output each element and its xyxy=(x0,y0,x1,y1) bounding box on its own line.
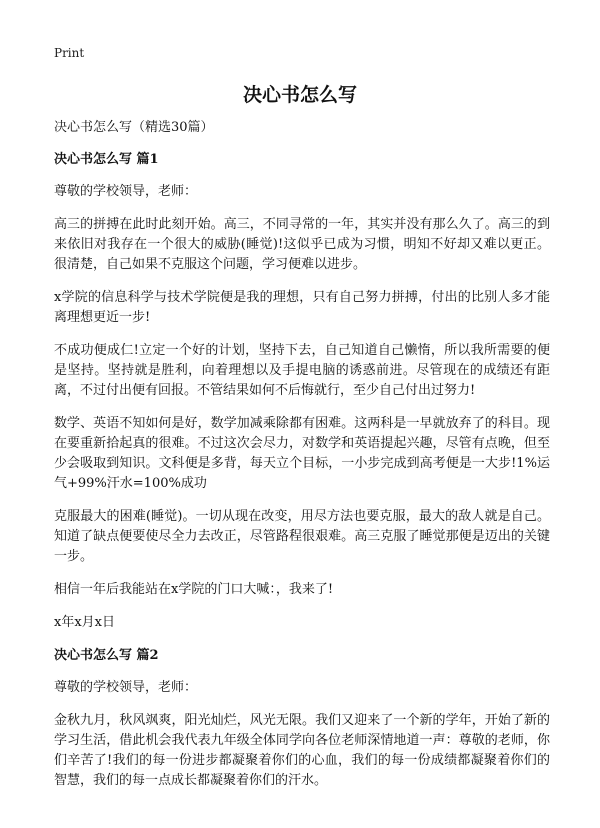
document-subtitle: 决心书怎么写（精选30篇） xyxy=(54,120,214,135)
paragraph: 金秋九月，秋风飒爽，阳光灿烂，风光无限。我们又迎来了一个新的学年，开始了新的学习生活，借此机会我代表九年级全体同学向各位老师深情地道一声：尊敬的老师，你们辛苦了!我们的每一份进步都凝聚着你们的心血，我们的每一份成绩都凝聚着你们的智慧，我们的每一点成长都凝聚着你们的汗水。 xyxy=(54,713,550,788)
print-link[interactable]: Print xyxy=(54,46,85,60)
paragraph: 高三的拼搏在此时此刻开始。高三，不同寻常的一年，其实并没有那么久了。高三的到来依旧对我存在一个很大的威胁(睡觉)!这似乎已成为习惯，明知不好却又难以更正。很清楚，自己如果不克服这个问题，学习便难以进步。 xyxy=(54,217,550,272)
date-line: x年x月x日 xyxy=(54,615,115,630)
paragraph: 相信一年后我能站在x学院的门口大喊：，我来了! xyxy=(54,582,334,597)
section-heading: 决心书怎么写 篇1 xyxy=(54,152,159,167)
paragraph: 数学、英语不知如何是好，数学加减乘除都有困难。这两科是一早就放弃了的科目。现在要重新拾起真的很难。不过这次会尽力，对数学和英语提起兴趣，尽管有点晚，但至少会吸取到知识。文科便是多背，每天立个目标，一小步完成到高考便是一大步!1%运气+99%汗水=100%成功 xyxy=(54,416,550,491)
paragraph: 尊敬的学校领导，老师： xyxy=(54,680,198,695)
document-body xyxy=(54,118,550,804)
paragraph: 尊敬的学校领导，老师： xyxy=(54,184,198,199)
document-title: 决心书怎么写 xyxy=(242,84,357,106)
paragraph: 克服最大的困难(睡觉)。一切从现在改变，用尽方法也要克服，最大的敌人就是自己。知道了缺点便要使尽全力去改正，尽管路程很艰难。高三克服了睡觉那便是迈出的关键一步。 xyxy=(54,509,550,564)
paragraph: x学院的信息科学与技术学院便是我的理想，只有自己努力拼搏，付出的比别人多才能离理想更近一步! xyxy=(54,290,550,325)
section-heading: 决心书怎么写 篇2 xyxy=(54,648,159,663)
paragraph: 不成功便成仁!立定一个好的计划，坚持下去，自己知道自己懒惰，所以我所需要的便是坚持。坚持就是胜利，向着理想以及手提电脑的诱惑前进。尽管现在的成绩还有距离，不过付出便有回报。不管结果如何不后悔就行，至少自己付出过努力! xyxy=(54,343,550,398)
